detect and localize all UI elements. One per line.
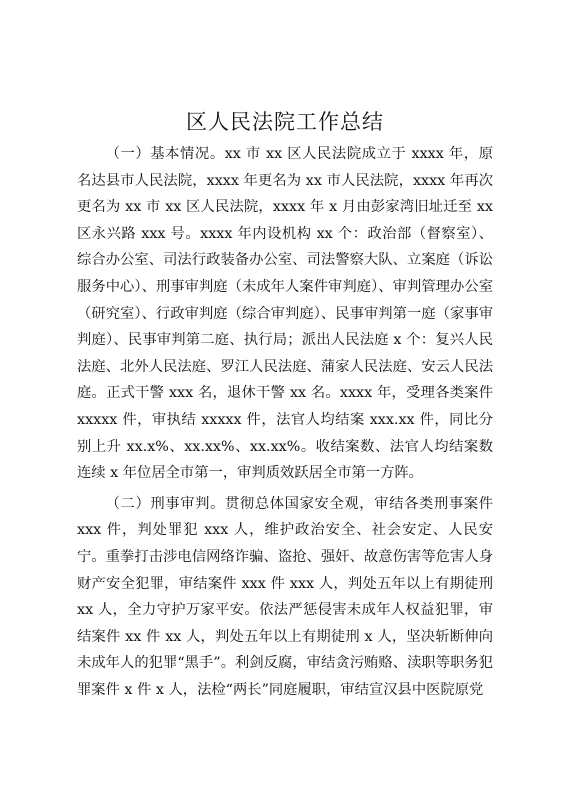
document-title: 区人民法院工作总结	[186, 110, 384, 134]
paragraph-basic-info: （一）基本情况。xx 市 xx 区人民法院成立于 xxxx 年，原名达县市人民法院，xxxx 年更名为 xx 市人民法院，xxxx 年再次更名为 xx 市 xx 区人民法院，xxxx 年 x 月由彭家湾旧址迁至 xx 区永兴路 xxx 号。xxxx 年内设机构 xx 个：政治部（督察室）、综合办公室、司法行政装备办公室、司法警察大队、立案庭（诉讼服务中心）、刑事审判庭（未成年人案件审判庭）、审判管理办公室（研究室）、行政审判庭（综合审判庭）、民事审判第一庭（家事审判庭）、民事审判第二庭、执行局；派出人民法庭 x 个：复兴人民法庭、北外人民法庭、罗江人民法庭、蒲家人民法庭、安云人民法庭。正式干警 xxx 名，退休干警 xx 名。xxxx 年，受理各类案件 xxxxx 件，审执结 xxxxx 件，法官人均结案 xxx.xx 件，同比分别上升 xx.x%、xx.xx%、xx.xx%。收结案数、法官人均结案数连续 x 年位居全市第一，审判质效跃居全市第一方阵。	[77, 146, 493, 482]
document-body	[77, 141, 493, 703]
paragraph-criminal-trial: （二）刑事审判。贯彻总体国家安全观，审结各类刑事案件 xxx 件，判处罪犯 xxx 人，维护政治安全、社会安定、人民安宁。重拳打击涉电信网络诈骗、盗抢、强奸、故意伤害等危害人身财产安全犯罪，审结案件 xxx 件 xxx 人，判处五年以上有期徒刑 xx 人，全力守护万家平安。依法严惩侵害未成年人权益犯罪，审结案件 xx 件 xx 人，判处五年以上有期徒刑 x 人，坚决斩断伸向未成年人的犯罪“黑手”。利剑反腐，审结贪污贿赂、渎职等职务犯罪案件 x 件 x 人，法检“两长”同庭履职，审结宣汉县中医院原党	[77, 495, 493, 698]
